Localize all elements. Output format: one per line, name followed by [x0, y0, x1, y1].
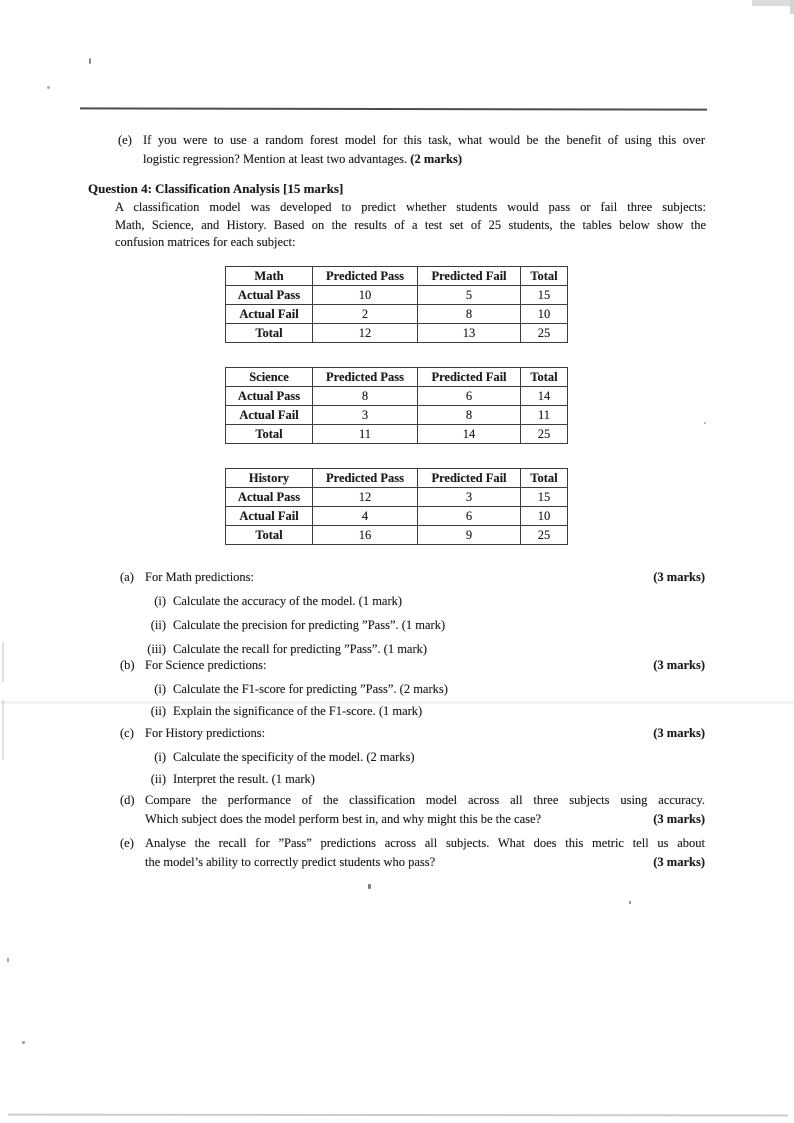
row-label-cell: Actual Pass	[226, 387, 313, 406]
part-c-sub-ii	[120, 771, 705, 787]
sub-item-text: Calculate the F1-score for predicting ”Pass”. (2 marks)	[173, 682, 448, 696]
part-a-sub-i	[120, 593, 705, 609]
row-label-cell: Actual Fail	[226, 507, 313, 526]
marks-label: (3 marks)	[653, 570, 705, 584]
part-label: (a)	[120, 570, 134, 584]
sub-item-text: Calculate the recall for predicting ”Pass”. (1 mark)	[173, 642, 428, 656]
table-row	[226, 305, 568, 324]
scan-edge-mark	[790, 0, 794, 14]
item-text-line	[143, 150, 705, 169]
row-label-cell: Actual Fail	[226, 305, 313, 324]
value-cell: 6	[418, 387, 521, 406]
value-cell: 4	[313, 507, 418, 526]
table-row	[226, 406, 568, 425]
part-text-line: Compare the performance of the classification model across all three subjects using accuracy.	[145, 793, 705, 807]
table-header-row	[226, 368, 568, 387]
part-label: (e)	[120, 836, 134, 850]
part-d	[120, 791, 705, 829]
part-text: For Math predictions:	[145, 570, 255, 584]
marks-label: (2 marks)	[410, 151, 463, 166]
value-cell: 12	[313, 488, 418, 507]
sub-item-text: Calculate the specificity of the model. (2 marks)	[173, 750, 415, 764]
marks-label: (3 marks)	[653, 855, 705, 869]
table-subject-cell: Math	[226, 267, 313, 286]
value-cell: 15	[521, 286, 568, 305]
table-header-cell: Predicted Fail	[418, 469, 521, 488]
value-cell: 6	[418, 507, 521, 526]
item-text-line: If you were to use a random forest model for this task, what would be the benefit of using this over	[143, 133, 705, 147]
paragraph-line: confusion matrices for each subject:	[115, 235, 296, 249]
scan-speck	[7, 958, 9, 962]
row-label-cell: Actual Pass	[226, 286, 313, 305]
part-label: (b)	[120, 658, 135, 672]
table-header-cell: Total	[521, 469, 568, 488]
marks-label: (3 marks)	[653, 812, 705, 826]
confusion-matrix-history	[225, 468, 568, 545]
value-cell: 3	[418, 488, 521, 507]
value-cell: 8	[418, 305, 521, 324]
part-b-sub-ii	[120, 703, 705, 719]
confusion-matrix-science	[225, 367, 568, 444]
table-header-cell: Total	[521, 368, 568, 387]
row-label-cell: Total	[226, 425, 313, 444]
table-subject-cell: History	[226, 469, 313, 488]
part-b	[120, 657, 705, 673]
value-cell: 10	[521, 507, 568, 526]
scan-edge-mark	[2, 700, 4, 760]
header-divider-line	[80, 107, 707, 110]
table-row	[226, 387, 568, 406]
sub-item-number: (ii)	[150, 704, 166, 718]
part-text: For Science predictions:	[145, 658, 267, 672]
table-header-cell: Predicted Fail	[418, 368, 521, 387]
value-cell: 11	[521, 406, 568, 425]
value-cell: 16	[313, 526, 418, 545]
part-text-line: Which subject does the model perform best in, and why might this be the case?	[145, 812, 542, 826]
table-row	[226, 488, 568, 507]
row-label-cell: Total	[226, 324, 313, 343]
sub-item-number: (i)	[154, 594, 166, 608]
value-cell: 25	[521, 324, 568, 343]
part-c	[120, 725, 705, 741]
value-cell: 5	[418, 286, 521, 305]
part-e	[120, 834, 705, 872]
value-cell: 12	[313, 324, 418, 343]
table-header-cell: Predicted Pass	[313, 469, 418, 488]
value-cell: 10	[521, 305, 568, 324]
value-cell: 11	[313, 425, 418, 444]
scan-edge-mark	[2, 642, 4, 682]
value-cell: 14	[521, 387, 568, 406]
marks-label: (3 marks)	[653, 658, 705, 672]
scan-edge-mark	[752, 0, 794, 6]
table-row	[226, 507, 568, 526]
confusion-matrix-math	[225, 266, 568, 343]
paragraph-line: Math, Science, and History. Based on the results of a test set of 25 students, the tables below show the	[115, 217, 706, 232]
table-row	[226, 286, 568, 305]
part-label: (c)	[120, 726, 134, 740]
row-label-cell: Actual Pass	[226, 488, 313, 507]
value-cell: 10	[313, 286, 418, 305]
question3-item-e	[118, 131, 705, 168]
part-a-sub-iii	[120, 641, 705, 657]
table-row	[226, 425, 568, 444]
row-label-cell: Actual Fail	[226, 406, 313, 425]
sub-item-number: (ii)	[150, 772, 166, 786]
question4-intro-paragraph	[115, 199, 706, 252]
value-cell: 2	[313, 305, 418, 324]
value-cell: 13	[418, 324, 521, 343]
scan-speck	[47, 86, 50, 89]
table-header-row	[226, 469, 568, 488]
scan-speck	[704, 422, 706, 424]
part-a	[120, 569, 705, 585]
scan-speck	[629, 901, 631, 904]
row-label-cell: Total	[226, 526, 313, 545]
sub-item-text: Explain the significance of the F1-score. (1 mark)	[173, 704, 423, 718]
sub-item-text: Calculate the precision for predicting ”Pass”. (1 mark)	[173, 618, 446, 632]
item-text: logistic regression? Mention at least two advantages.	[143, 151, 408, 166]
sub-item-number: (iii)	[147, 642, 166, 656]
sub-item-number: (ii)	[150, 618, 166, 632]
scan-speck	[89, 58, 91, 64]
part-a-sub-ii	[120, 617, 705, 633]
sub-item-text: Calculate the accuracy of the model. (1 mark)	[173, 594, 403, 608]
value-cell: 8	[418, 406, 521, 425]
value-cell: 15	[521, 488, 568, 507]
paragraph-line: A classification model was developed to predict whether students would pass or fail three subjects:	[115, 200, 706, 214]
table-header-cell: Predicted Pass	[313, 267, 418, 286]
value-cell: 8	[313, 387, 418, 406]
scan-bottom-line	[8, 1114, 788, 1117]
table-header-cell: Predicted Pass	[313, 368, 418, 387]
sub-item-text: Interpret the result. (1 mark)	[173, 772, 315, 786]
part-c-sub-i	[120, 749, 705, 765]
part-label: (d)	[120, 793, 135, 807]
scan-speck	[22, 1041, 25, 1044]
scan-speck	[368, 884, 371, 889]
table-subject-cell: Science	[226, 368, 313, 387]
table-header-cell: Total	[521, 267, 568, 286]
value-cell: 9	[418, 526, 521, 545]
table-row	[226, 324, 568, 343]
part-text: For History predictions:	[145, 726, 266, 740]
value-cell: 25	[521, 425, 568, 444]
value-cell: 3	[313, 406, 418, 425]
sub-item-number: (i)	[154, 682, 166, 696]
marks-label: (3 marks)	[653, 726, 705, 740]
sub-item-number: (i)	[154, 750, 166, 764]
part-text-line: the model’s ability to correctly predict students who pass?	[145, 855, 436, 869]
table-header-cell: Predicted Fail	[418, 267, 521, 286]
table-header-row	[226, 267, 568, 286]
value-cell: 25	[521, 526, 568, 545]
question4-heading: Question 4: Classification Analysis [15 marks]	[88, 181, 344, 196]
part-text-line: Analyse the recall for ”Pass” predictions across all subjects. What does this metric tell us about	[145, 836, 705, 850]
item-label: (e)	[118, 133, 132, 147]
part-b-sub-i	[120, 681, 705, 697]
table-row	[226, 526, 568, 545]
value-cell: 14	[418, 425, 521, 444]
